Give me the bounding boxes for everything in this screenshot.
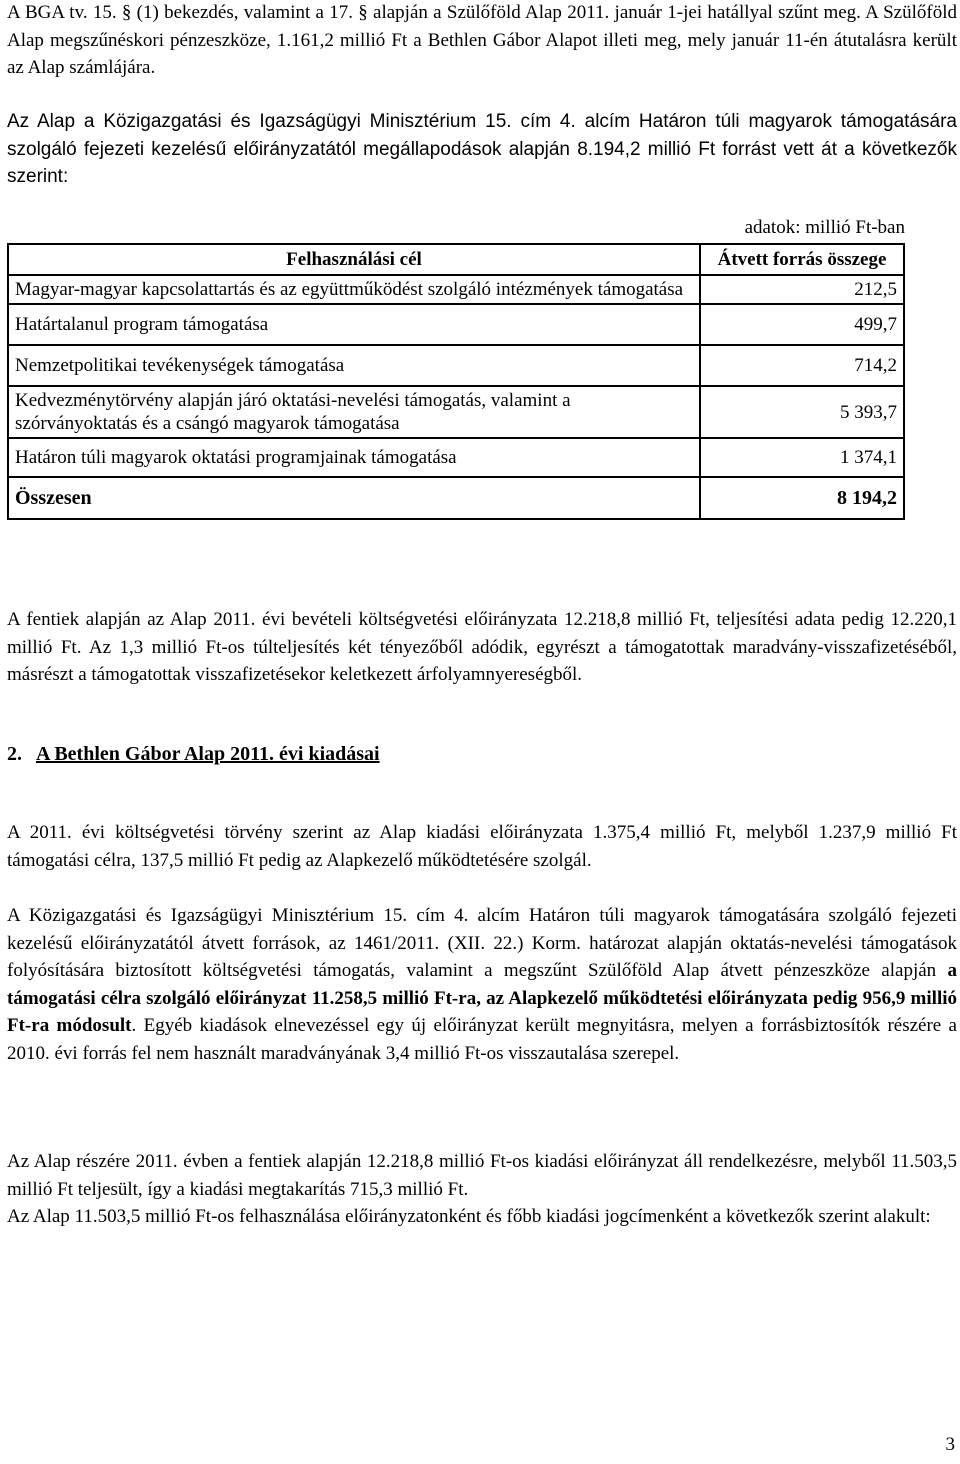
usage-paragraph: Az Alap 11.503,5 millió Ft-os felhasználása előirányzatonként és főbb kiadási jogcímenként a következők szerint alakult: [7,1206,931,1227]
row-purpose: Magyar-magyar kapcsolattartás és az együttműködést szolgáló intézmények támogatása [8,275,700,304]
table-row [8,438,904,477]
section-number: 2. [7,743,22,765]
table-header-row [8,244,904,275]
appropriation-text-bold: a támogatási célra szolgáló előirányzat 11.258,5 millió Ft-ra, az Alapkezelő működtetési előirányzata pedig 956,9 millió Ft-ra módosult [7,960,957,1036]
revenue-paragraph: A fentiek alapján az Alap 2011. évi bevételi költségvetési előirányzata 12.218,8 millió Ft, teljesítési adata pedig 12.220,1 millió Ft. Az 1,3 millió Ft-os túlteljesítés két tényezőből adódik, egyrészt a támogatottak maradvány-visszafizetéséből, másrészt a támogatottak visszafizetésekor keletkezett árfolyamnyereségből. [7,609,957,685]
table-total-row [8,477,904,519]
section-title: A Bethlen Gábor Alap 2011. évi kiadásai [36,743,380,765]
total-amount: 8 194,2 [700,477,904,519]
funding-table [7,243,905,520]
appropriation-text-c: . Egyéb kiadások elnevezéssel egy új előirányzat került megnyitásra, melyen a forrásbiztosítók részére a 2010. évi forrás fel nem használt maradványának 3,4 millió Ft-os visszautalása szerepel. [7,1015,957,1064]
row-purpose: Határon túli magyarok oktatási programjainak támogatása [8,438,700,477]
row-purpose: Határtalanul program támogatása [8,304,700,345]
table-units-note: adatok: millió Ft-ban [744,217,905,238]
section-heading [7,743,380,766]
intro-paragraph-2: Az Alap a Közigazgatási és Igazságügyi Minisztérium 15. cím 4. alcím Határon túli magyarok támogatására szolgáló fejezeti kezelésű előirányzatától megállapodások alapján 8.194,2 millió Ft forrást vett át a következők szerint: [7,111,957,187]
appropriation-text-a: A Közigazgatási és Igazságügyi Minisztérium 15. cím 4. alcím Határon túli magyarok támogatására szolgáló fejezeti kezelésű előirányzatától átvett források, az 1461/2011. (XII. 22.) Korm. határozat alapján oktatás-nevelési támogatások folyósítására biztosított költségvetési támogatás, valamint a megszűnt Szülőföld Alap átvett pénzeszköze alapján [7,905,957,981]
total-label: Összesen [8,477,700,519]
header-amount: Átvett forrás összege [700,244,904,275]
table-row [8,275,904,304]
row-purpose: Kedvezménytörvény alapján járó oktatási-nevelési támogatás, valamint a szórványoktatás és a csángó magyarok támogatása [8,386,700,438]
expenditure-paragraph: Az Alap részére 2011. évben a fentiek alapján 12.218,8 millió Ft-os kiadási előirányzat áll rendelkezésre, melyből 11.503,5 millió Ft teljesült, így a kiadási megtakarítás 715,3 millió Ft. [7,1151,957,1200]
row-amount: 212,5 [700,275,904,304]
row-amount: 1 374,1 [700,438,904,477]
table-row [8,345,904,386]
appropriation-paragraph [7,902,957,1067]
header-purpose: Felhasználási cél [8,244,700,275]
table-row [8,304,904,345]
row-amount: 714,2 [700,345,904,386]
row-amount: 499,7 [700,304,904,345]
row-amount: 5 393,7 [700,386,904,438]
budget-law-paragraph: A 2011. évi költségvetési törvény szerint az Alap kiadási előirányzata 1.375,4 millió Ft, melyből 1.237,9 millió Ft támogatási célra, 137,5 millió Ft pedig az Alapkezelő működtetésére szolgál. [7,822,957,871]
table-row [8,386,904,438]
row-purpose: Nemzetpolitikai tevékenységek támogatása [8,345,700,386]
intro-paragraph-1: A BGA tv. 15. § (1) bekezdés, valamint a 17. § alapján a Szülőföld Alap 2011. január 1-jei hatállyal szűnt meg. A Szülőföld Alap megszűnéskori pénzeszköze, 1.161,2 millió Ft a Bethlen Gábor Alapot illeti meg, mely január 11-én átutalásra került az Alap számlájára. [7,2,957,78]
page-number: 3 [945,1434,955,1455]
